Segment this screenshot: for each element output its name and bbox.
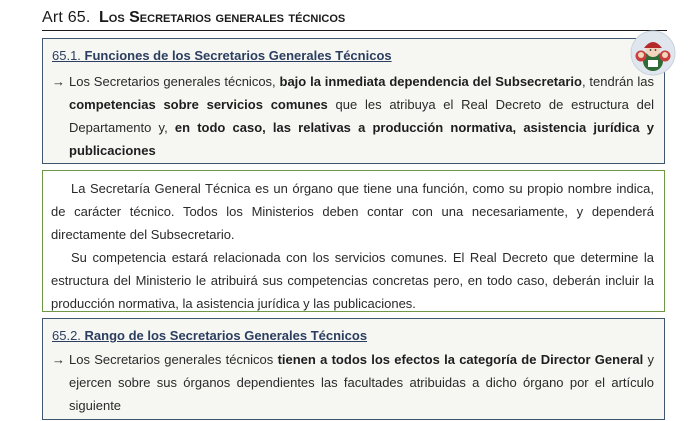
arrow-icon: →: [52, 74, 65, 89]
explanation-paragraph-2: Su competencia estará relacionada con los servicios comunes. El Real Decreto que determine la estructura del Ministerio le atribuirá sus competencias concretas pero, en todo caso, deberán incluir la producción normativa, la asistencia jurídica y las publicaciones.: [51, 250, 654, 311]
text-run: Los Secretarios generales técnicos: [69, 352, 278, 367]
section-number: 65.1.: [52, 48, 81, 63]
text-run: Los Secretarios generales técnicos,: [69, 74, 280, 89]
bold-run: competencias sobre servicios comunes: [69, 97, 328, 112]
arrow-icon: →: [52, 352, 65, 367]
text-run: y ejercen sobre sus órganos dependientes las facultades atribuidas a dicho órgano por el artículo siguiente: [69, 352, 654, 413]
article-number: Art 65.: [42, 9, 91, 26]
section-box-functions: [42, 38, 665, 164]
text-run: , tendrán las: [581, 74, 654, 89]
explanation-box: [42, 170, 665, 312]
mascot-logo-icon: [630, 30, 676, 76]
functions-paragraph: [69, 70, 654, 162]
bold-run: en todo caso, las relativas a producción normativa, asistencia jurídica y publicaciones: [69, 120, 654, 158]
rank-paragraph: [69, 348, 654, 417]
bold-run: bajo la inmediata dependencia del Subsecretario: [279, 74, 582, 89]
article-header: [42, 9, 667, 31]
section-box-rank: [42, 318, 665, 420]
section-title-rank: [52, 328, 367, 343]
section-name: Rango de los Secretarios Generales Técnicos: [84, 328, 368, 343]
section-number: 65.2.: [52, 328, 81, 343]
article-title: Los Secretarios generales técnicos: [99, 9, 346, 26]
section-title-functions: [52, 48, 392, 63]
text-run: que les atribuya el Real Decreto de estructura del Departamento y,: [69, 97, 654, 135]
bold-run: tienen a todos los efectos la categoría de Director General: [277, 352, 644, 367]
explanation-paragraph-1: La Secretaría General Técnica es un órgano que tiene una función, como su propio nombre indica, de carácter técnico. Todos los Ministerios deben contar con una necesariamente, y dependerá directamente del Subsecretario.: [51, 181, 654, 242]
section-name: Funciones de los Secretarios Generales Técnicos: [84, 48, 392, 63]
